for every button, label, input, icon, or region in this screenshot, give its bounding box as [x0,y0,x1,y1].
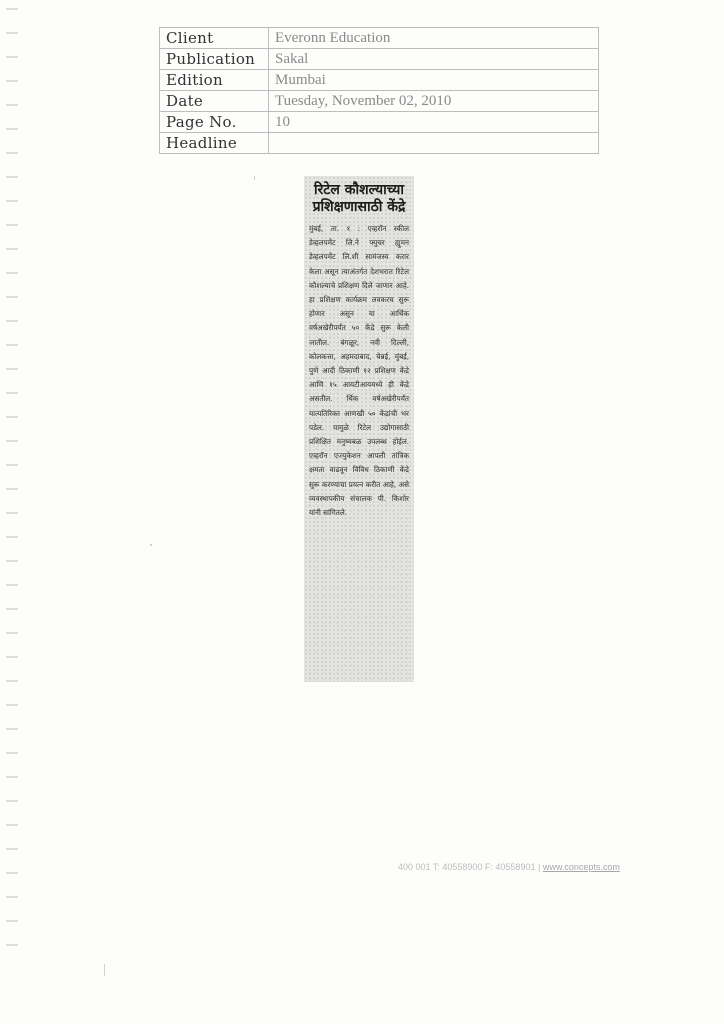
meta-row-page-no [160,112,599,133]
footer-address-line: 400 001 T: 40558900 F: 40558901 | www.concepts.com [398,862,620,872]
meta-row-client [160,28,599,49]
scan-speck [104,964,105,976]
meta-label: Headline [160,133,269,154]
clipping-metadata-table [159,27,599,154]
meta-row-headline [160,133,599,154]
meta-label: Client [160,28,269,49]
meta-label: Publication [160,49,269,70]
meta-row-publication [160,49,599,70]
binder-edge-marks [6,8,20,1018]
footer-contact: 400 001 T: 40558900 F: 40558901 [398,862,536,872]
meta-value: Tuesday, November 02, 2010 [269,91,599,112]
scan-speck [254,176,255,180]
meta-label: Edition [160,70,269,91]
clipping-headline: रिटेल कौशल्याच्या प्रशिक्षणासाठी केंद्रे [312,182,406,215]
meta-label: Page No. [160,112,269,133]
meta-row-date [160,91,599,112]
meta-value: Sakal [269,49,599,70]
meta-row-edition [160,70,599,91]
scan-speck [150,544,152,546]
footer-url[interactable]: www.concepts.com [542,862,620,872]
meta-value: Everonn Education [269,28,599,49]
meta-value: 10 [269,112,599,133]
meta-value: Mumbai [269,70,599,91]
meta-label: Date [160,91,269,112]
meta-value [269,133,599,154]
newspaper-clipping [304,176,414,682]
clipping-body-text: मुंबई, ता. १ : एव्हरॉन स्कील डेव्हलपमेंट लि.ने फ्युचर ह्युमन डेव्हलपमेंट लि.शी सामंजस्य करार केला असून त्याअंतर्गत देशभरात रिटेल कौशल्याचे प्रशिक्षण दिले जाणार आहे. हा प्रशिक्षण कार्यक्रम लवकरच सुरू होणार असून या आर्थिक वर्षअखेरीपर्यंत ५० केंद्रे सुरू केली जातील. बंगळूर, नवी दिल्ली, कोलकत्ता, अहमदाबाद, चेन्नई, मुंबई, पुणे आदी ठिकाणी १२ प्रशिक्षण केंद्रे आणि १५ आयटीआयमध्ये ही केंद्रे असतील. र्थिक वर्षअखेरीपर्यंत यात्यतिरिक्त आणखी ५० केंद्रांची भर पडेल. यामुळे रिटेल उद्योगासाठी प्रशिक्षित मनुष्यबळ उपलब्ध होईल. एव्हरॉन एज्युकेशन आपली तांत्रिक क्षमता वाढवून विविध ठिकाणी केंद्रे सुरू करण्याचा प्रयत्न करीत आहे, असे व्यवस्थापकीय संचालक पी. किशोर यांनी सांगितले. [309,224,409,518]
